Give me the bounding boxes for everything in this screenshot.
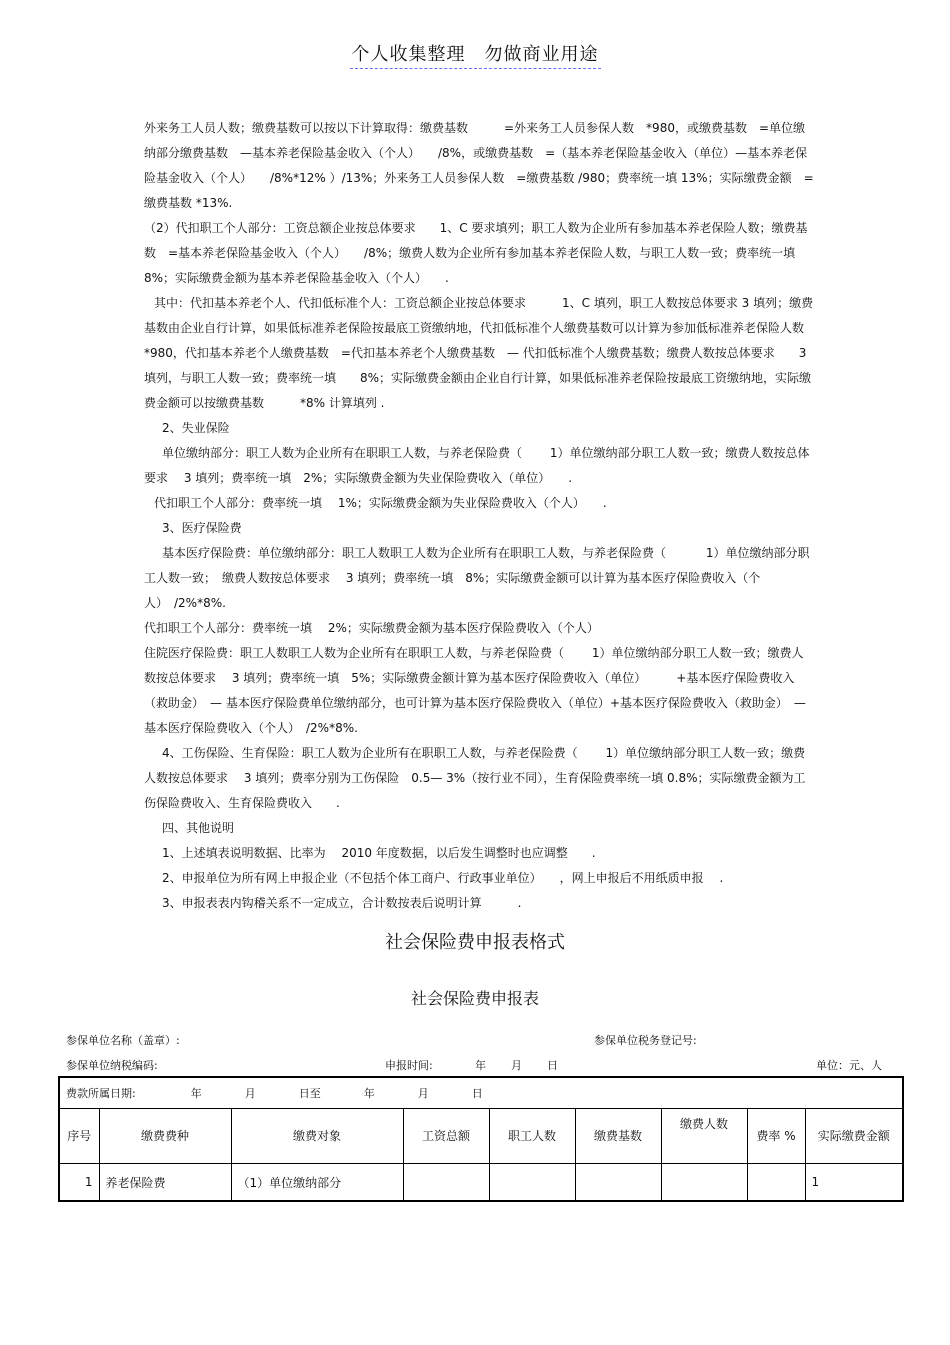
col-header-seq: 序号	[59, 1109, 99, 1164]
row-object: （1）单位缴纳部分	[231, 1164, 403, 1202]
section-title: 社会保险费申报表格式	[385, 932, 565, 953]
section-heading: 2、失业保险	[162, 421, 230, 435]
period-label: 费款所属日期:	[66, 1087, 136, 1100]
section-heading: 四、其他说明	[162, 821, 235, 835]
period-year-end: 年	[363, 1087, 375, 1100]
period-month-start: 月	[244, 1087, 256, 1100]
row-staff[interactable]	[489, 1164, 575, 1202]
page-header	[0, 40, 950, 66]
period-day-start: 日至	[298, 1087, 321, 1100]
paragraph: 单位缴纳部分：职工人数为企业所有在职职工人数，与养老保险费（ 1）单位缴纳部分职工人数一致；缴费人数按总体要求 3 填列；费率统一填 2%；实际缴费金额为失业保险费收入（单位） .	[144, 446, 810, 485]
period-month-end: 月	[417, 1087, 429, 1100]
header-text: 个人收集整理 勿做商业用途	[350, 44, 601, 69]
col-header-amount: 实际缴费金额	[805, 1109, 903, 1164]
report-time-month: 月	[511, 1059, 522, 1072]
row-rate[interactable]	[747, 1164, 805, 1202]
row-seq: 1	[59, 1164, 99, 1202]
paragraph: 基本医疗保险费：单位缴纳部分：职工人数职工人数为企业所有在职职工人数，与养老保险费（ 1）单位缴纳部分职工人数一致； 缴费人数按总体要求 3 填列；费率统一填 8%；实际缴费金额可以计算为基本医疗保险费收入（个人） /2%*8%.	[144, 546, 810, 610]
paragraph: 4、工伤保险、生育保险：职工人数为企业所有在职职工人数，与养老保险费（ 1）单位缴纳部分职工人数一致；缴费人数按总体要求 3 填列；费率分别为工伤保险 0.5— 3%（按行业不同），生育保险费率统一填 0.8%；实际缴费金额为工伤保险费收入、生育保险费收入 .	[144, 746, 806, 810]
paragraph: 其中：代扣基本养老个人、代扣低标准个人：工资总额企业按总体要求 1、C 填列，职工人数按总体要求 3 填列；缴费基数由企业自行计算，如果低标准养老保险按最底工资缴纳地，代扣低标准个人缴费基数可以计算为参加低标准养老保险人数 *980，代扣基本养老个人缴费基数 =代扣基本养老个人缴费基数 — 代扣低标准个人缴费基数；缴费人数按总体要求 3 填列，与职工人数一致；费率统一填 8%；实际缴费金额由企业自行计算，如果低标准养老保险按最底工资缴纳地，实际缴费金额可以按缴费基数 *8% 计算填列 .	[144, 296, 829, 410]
section-heading: 3、医疗保险费	[162, 521, 242, 535]
declaration-table	[58, 1076, 904, 1202]
paragraph: 2、申报单位为所有网上申报企业（不包括个体工商户、行政事业单位） ，网上申报后不用纸质申报 .	[162, 871, 724, 885]
period-year-start: 年	[190, 1087, 202, 1100]
unit-name-label: 参保单位名称（盖章）:	[66, 1034, 180, 1047]
report-time-year: 年	[475, 1059, 486, 1072]
tax-code-label: 参保单位纳税编码:	[66, 1059, 158, 1072]
row-payers[interactable]	[661, 1164, 747, 1202]
paragraph: 代扣职工个人部分：费率统一填 1%；实际缴费金额为失业保险费收入（个人） .	[154, 496, 607, 510]
period-cell	[59, 1077, 903, 1109]
tax-reg-label: 参保单位税务登记号:	[594, 1034, 697, 1047]
form-title: 社会保险费申报表	[410, 989, 539, 1008]
header-row	[59, 1109, 903, 1164]
row-type: 养老保险费	[99, 1164, 231, 1202]
period-day-end: 日	[471, 1087, 483, 1100]
period-row	[59, 1077, 903, 1109]
paragraph: 住院医疗保险费：职工人数职工人数为企业所有在职职工人数，与养老保险费（ 1）单位缴纳部分职工人数一致；缴费人数按总体要求 3 填列；费率统一填 5%；实际缴费金额计算为基本医疗保险费收入（单位） +基本医疗保险费收入（救助金） — 基本医疗保险费单位缴纳部分，也可计算为基本医疗保险费收入（单位）+基本医疗保险费收入（救助金） — 基本医疗保险费收入（个人） /2%*8%.	[144, 646, 806, 735]
col-header-wage: 工资总额	[403, 1109, 489, 1164]
row-wage[interactable]	[403, 1164, 489, 1202]
col-header-rate: 费率 %	[747, 1109, 805, 1164]
row-base[interactable]	[575, 1164, 661, 1202]
paragraph: 1、上述填表说明数据、比率为 2010 年度数据，以后发生调整时也应调整 .	[162, 846, 596, 860]
report-time-day: 日	[547, 1059, 558, 1072]
paragraph: 3、申报表表内钩稽关系不一定成立，合计数按表后说明计算 .	[162, 896, 522, 910]
row-amount[interactable]: 1	[805, 1164, 903, 1202]
instructions-body	[144, 116, 829, 916]
col-header-object: 缴费对象	[231, 1109, 403, 1164]
paragraph: （2）代扣职工个人部分：工资总额企业按总体要求 1、C 要求填列；职工人数为企业所有参加基本养老保险人数；缴费基数 =基本养老保险基金收入（个人） /8%；缴费人数为企业所有参加基本养老保险人数，与职工人数一致；费率统一填 8%；实际缴费金额为基本养老保险基金收入（个人） .	[144, 221, 811, 285]
report-time-label: 申报时间:	[385, 1059, 433, 1072]
col-header-staff: 职工人数	[489, 1109, 575, 1164]
paragraph: 外来务工人员人数；缴费基数可以按以下计算取得：缴费基数 =外来务工人员参保人数 *980，或缴费基数 =单位缴纳部分缴费基数 —基本养老保险基金收入（个人） /8%，或缴费基数 =（基本养老保险基金收入（单位）—基本养老保险基金收入（个人） /8%*12% ）/13%；外来务工人员参保人数 =缴费基数 /980；费率统一填 13%；实际缴费金额 =缴费基数 *13%.	[144, 121, 814, 210]
col-header-base: 缴费基数	[575, 1109, 661, 1164]
table-row	[59, 1164, 903, 1202]
paragraph: 代扣职工个人部分：费率统一填 2%；实际缴费金额为基本医疗保险费收入（个人）	[144, 621, 599, 635]
unit-label: 单位：元、人	[816, 1059, 882, 1072]
col-header-type: 缴费费种	[99, 1109, 231, 1164]
col-header-payers: 缴费人数	[661, 1109, 747, 1164]
